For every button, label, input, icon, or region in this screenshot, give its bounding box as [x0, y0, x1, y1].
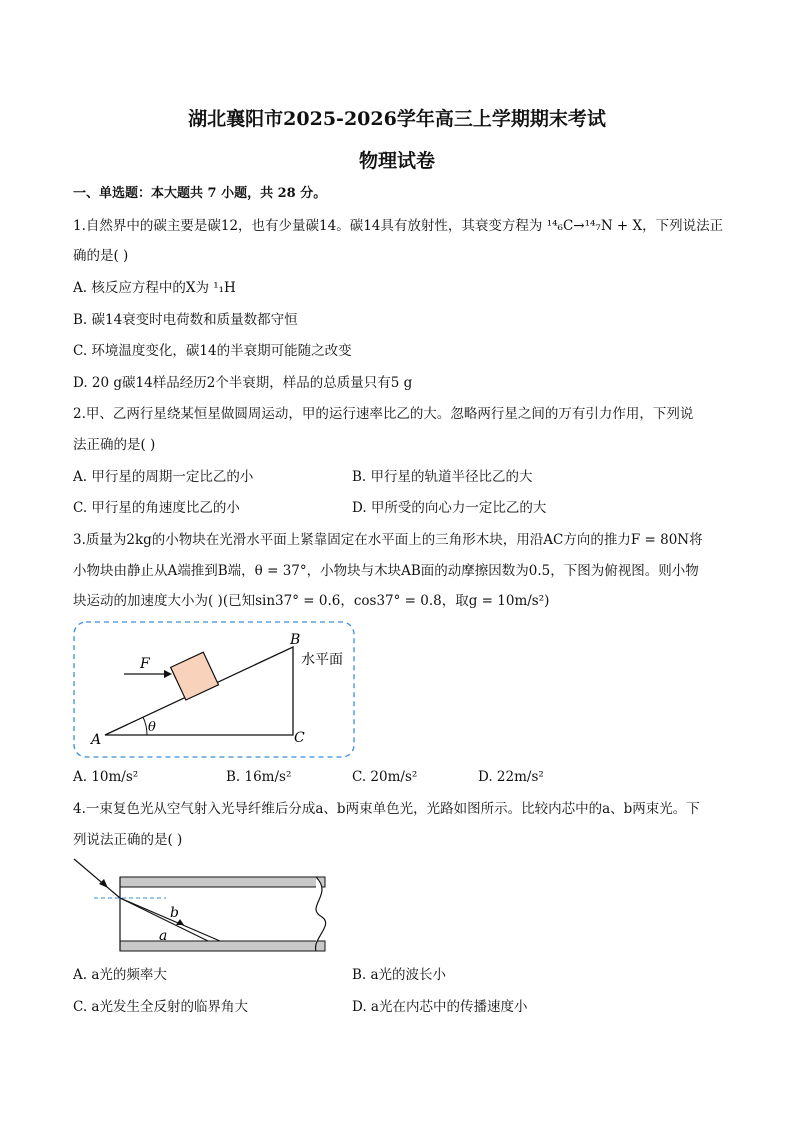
q4-option-a: A. a光的频率大 — [73, 967, 167, 983]
q1-option-d: D. 20 g碳14样品经历2个半衰期，样品的总质量只有5 g — [73, 375, 413, 391]
q3-option-a: A. 10m/s² — [73, 769, 139, 785]
q3-option-c: C. 20m/s² — [352, 769, 418, 785]
q3-option-d: D. 22m/s² — [478, 769, 544, 785]
q2-option-c: C. 甲行星的角速度比乙的小 — [73, 500, 240, 516]
q3-label-theta: θ — [148, 720, 156, 735]
exam-subtitle: 物理试卷 — [358, 150, 435, 172]
q2-stem-line1: 2.甲、乙两行星绕某恒星做圆周运动，甲的运行速率比乙的大。忽略两行星之间的万有引力作用，下列说 — [73, 406, 694, 422]
q2-option-d: D. 甲所受的向心力一定比乙的大 — [352, 500, 547, 516]
q3-label-b: B — [290, 632, 301, 648]
q2-option-b: B. 甲行星的轨道半径比乙的大 — [352, 469, 533, 485]
q4-option-d: D. a光在内芯中的传播速度小 — [352, 999, 528, 1015]
q4-label-a: a — [159, 928, 168, 944]
q3-label-a: A — [91, 732, 102, 748]
q4-option-b: B. a光的波长小 — [352, 967, 447, 983]
section-heading: 一、单选题：本大题共 7 小题，共 28 分。 — [73, 186, 327, 201]
q4-optical-fiber-figure — [72, 855, 334, 955]
q1-option-b: B. 碳14衰变时电荷数和质量数都守恒 — [73, 312, 298, 328]
q1-stem-line1: 1.自然界中的碳主要是碳12，也有少量碳14。碳14具有放射性，其衰变方程为 ¹⁴₆C→¹⁴₇N + X，下列说法正 — [73, 218, 724, 234]
q3-option-b: B. 16m/s² — [226, 769, 292, 785]
q4-stem-line1: 4.一束复色光从空气射入光导纤维后分成a、b两束单色光，光路如图所示。比较内芯中的a、b两束光。下 — [73, 801, 700, 817]
q4-stem-line2: 列说法正确的是( ) — [73, 832, 183, 848]
q4-label-b: b — [170, 905, 179, 921]
q2-stem-line2: 法正确的是( ) — [73, 437, 156, 453]
q1-option-c: C. 环境温度变化，碳14的半衰期可能随之改变 — [73, 343, 352, 359]
q3-inclined-block-figure — [72, 620, 356, 760]
q3-stem-line3: 块运动的加速度大小为( )(已知sin37° = 0.6，cos37° = 0.8，取g = 10m/s²) — [73, 593, 550, 609]
exam-title: 湖北襄阳市2025-2026学年高三上学期期末考试 — [188, 108, 606, 130]
q4-option-c: C. a光发生全反射的临界角大 — [73, 999, 248, 1015]
q1-option-a: A. 核反应方程中的X为 ¹₁H — [73, 280, 236, 296]
q3-label-plane: 水平面 — [301, 652, 343, 668]
q2-option-a: A. 甲行星的周期一定比乙的小 — [73, 469, 254, 485]
q3-stem-line1: 3.质量为2kg的小物块在光滑水平面上紧靠固定在水平面上的三角形木块，用沿AC方向的推力F = 80N将 — [73, 532, 703, 548]
q1-stem-line2: 确的是( ) — [73, 248, 129, 264]
q3-label-c: C — [294, 730, 305, 746]
q3-stem-line2: 小物块由静止从A端推到B端，θ = 37°，小物块与木块AB面的动摩擦因数为0.5，下图为俯视图。则小物 — [73, 563, 699, 579]
q3-label-f: F — [140, 656, 150, 672]
